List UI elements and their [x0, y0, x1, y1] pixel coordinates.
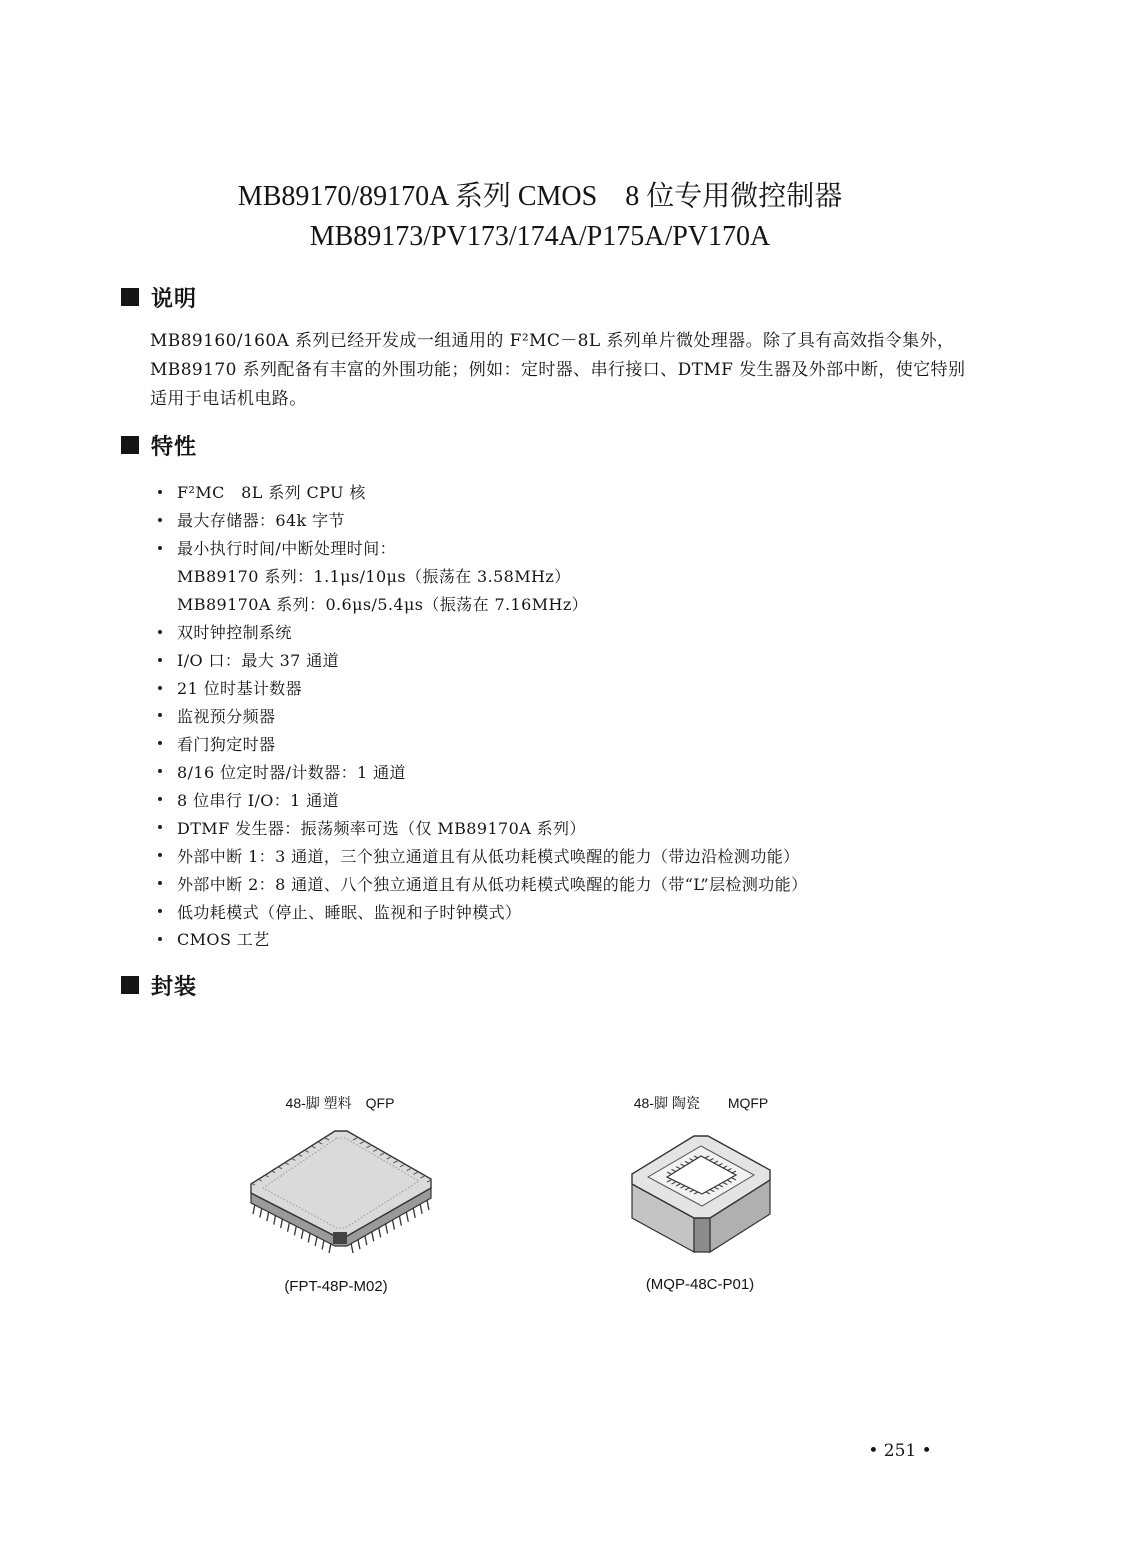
bullet-dot-icon — [158, 769, 162, 773]
package-pin — [379, 1227, 381, 1237]
package-label-mqfp: 48-脚 陶瓷 MQFP — [633, 1095, 769, 1111]
bullet-dot-icon — [158, 518, 162, 522]
feature-item — [155, 813, 807, 841]
bullet-dot-icon — [158, 490, 162, 494]
features-list — [155, 478, 807, 953]
section-heading-description — [121, 283, 197, 311]
feature-item — [155, 478, 807, 506]
paragraph-line: 适用于电话机电路。 — [150, 389, 307, 409]
bullet-dot-icon — [158, 825, 162, 829]
package-label-qfp: 48-脚 塑料 QFP — [285, 1095, 395, 1111]
feature-text: 看门狗定时器 — [177, 734, 276, 754]
feature-item — [155, 646, 807, 674]
package-pin — [392, 1220, 394, 1230]
package-pin — [329, 1243, 331, 1253]
mqfp-chip-icon — [626, 1130, 776, 1260]
title-line-2: MB89173/PV173/174A/P175A/PV170A — [309, 221, 771, 252]
bullet-dot-icon — [158, 881, 162, 885]
feature-text: 8 位串行 I/O：1 通道 — [177, 790, 340, 810]
package-pin — [427, 1200, 429, 1210]
feature-item — [155, 729, 807, 757]
package-pin — [315, 1236, 317, 1246]
section-marker-icon — [121, 976, 139, 994]
bullet-dot-icon — [158, 937, 162, 941]
feature-text: 8/16 位定时器/计数器：1 通道 — [177, 762, 406, 782]
feature-item — [155, 869, 807, 897]
feature-item — [155, 925, 807, 953]
section-marker-icon — [121, 288, 139, 306]
paragraph-line: MB89160/160A 系列已经开发成一组通用的 F²MC－8L 系列单片微处理器。除了具有高效指令集外， — [150, 331, 955, 351]
section-heading-text: 说明 — [151, 286, 198, 312]
feature-item — [155, 702, 807, 730]
bullet-dot-icon — [158, 686, 162, 690]
package-pin — [365, 1235, 367, 1245]
feature-item — [155, 534, 807, 562]
package-pin — [372, 1231, 374, 1241]
package-code-mqfp: (MQP-48C-P01) — [645, 1276, 755, 1293]
bullet-dot-icon — [158, 909, 162, 913]
feature-subitem — [155, 562, 807, 590]
feature-text: 最大存储器：64k 字节 — [177, 511, 345, 531]
feature-text: 低功耗模式（停止、睡眠、监视和子时钟模式） — [177, 902, 522, 922]
feature-text: 最小执行时间/中断处理时间： — [177, 539, 396, 559]
feature-text: 监视预分频器 — [177, 706, 276, 726]
section-heading-text: 封装 — [151, 974, 198, 1000]
feature-text: 外部中断 2：8 通道、八个独立通道且有从低功耗模式唤醒的能力（带“L”层检测功能） — [177, 874, 808, 894]
description-paragraph — [150, 327, 965, 414]
paragraph-line: MB89170 系列配备有丰富的外围功能；例如：定时器、串行接口、DTMF 发生器及外部中断，使它特别 — [150, 360, 966, 380]
package-pin — [322, 1239, 324, 1249]
bullet-dot-icon — [158, 797, 162, 801]
package-code-qfp: (FPT-48P-M02) — [284, 1278, 388, 1295]
section-marker-icon — [121, 436, 139, 454]
bullet-dot-icon — [158, 630, 162, 634]
feature-text: I/O 口：最大 37 通道 — [177, 651, 340, 671]
feature-item — [155, 897, 807, 925]
package-pin — [358, 1239, 360, 1249]
feature-text: 双时钟控制系统 — [177, 623, 292, 643]
bullet-dot-icon — [158, 853, 162, 857]
feature-text: 21 位时基计数器 — [177, 679, 303, 699]
page-number: • 251 • — [868, 1441, 932, 1461]
section-heading-packages — [121, 971, 197, 999]
chip-body-top — [251, 1131, 431, 1236]
feature-item — [155, 757, 807, 785]
package-pin — [399, 1216, 401, 1226]
qfp-chip-icon — [241, 1124, 441, 1258]
feature-item — [155, 506, 807, 534]
section-heading-text: 特性 — [151, 434, 198, 460]
bullet-dot-icon — [158, 741, 162, 745]
section-heading-features — [121, 431, 197, 459]
feature-subtext: MB89170A 系列：0.6μs/5.4μs（振荡在 7.16MHz） — [177, 595, 589, 615]
chip-index-notch — [333, 1232, 347, 1244]
bullet-dot-icon — [158, 546, 162, 550]
feature-item — [155, 674, 807, 702]
package-pin — [386, 1223, 388, 1233]
feature-text: CMOS 工艺 — [177, 930, 270, 950]
feature-text: DTMF 发生器：振荡频率可选（仅 MB89170A 系列） — [177, 818, 586, 838]
feature-text: 外部中断 1：3 通道，三个独立通道且有从低功耗模式唤醒的能力（带边沿检测功能） — [177, 846, 800, 866]
bullet-dot-icon — [158, 713, 162, 717]
package-pin — [308, 1232, 310, 1242]
package-pin — [351, 1243, 353, 1253]
package-pin — [420, 1204, 422, 1214]
feature-subitem — [155, 590, 807, 618]
feature-item — [155, 618, 807, 646]
chip-side-corner — [694, 1218, 710, 1252]
title-line-1: MB89170/89170A 系列 CMOS 8 位专用微控制器 — [237, 181, 843, 212]
bullet-dot-icon — [158, 658, 162, 662]
feature-item — [155, 785, 807, 813]
feature-text: F²MC 8L 系列 CPU 核 — [177, 483, 366, 503]
feature-subtext: MB89170 系列：1.1μs/10μs（振荡在 3.58MHz） — [177, 567, 571, 587]
package-pin — [406, 1212, 408, 1222]
feature-item — [155, 841, 807, 869]
package-pin — [413, 1208, 415, 1218]
